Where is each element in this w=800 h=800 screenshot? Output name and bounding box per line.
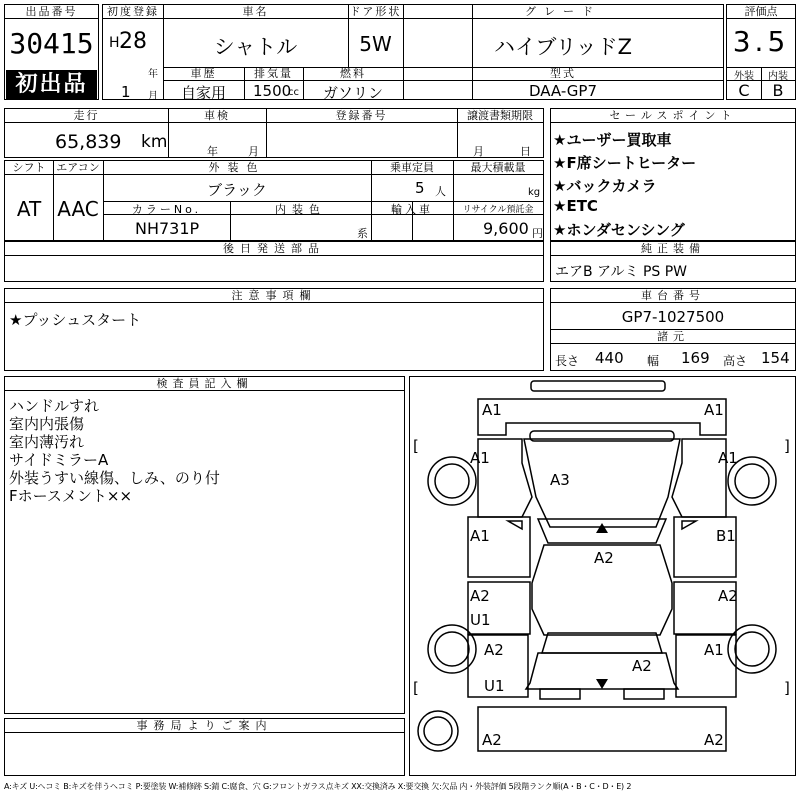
mark-trunk: A2 [632,657,652,675]
door-label: ドア形状 [349,5,402,18]
sales-point-item: ★ホンダセンシング [553,221,685,239]
capacity-label: 乗車定員 [371,161,453,175]
inspector-line: 室内薄汚れ [9,433,85,451]
car-name: シャトル [213,35,298,59]
mark-rear-door-right: A2 [718,587,738,605]
exterior-label: 外装 [734,71,754,82]
inspector-label: 検査員記入欄 [5,377,404,391]
first-listing-badge: 初出品 [6,70,97,99]
interior-label: 内装 [768,71,788,82]
vehicle-header-table [102,4,724,100]
specs-label: 諸元 [551,330,795,344]
mark-front-fender-right: A1 [718,449,738,467]
exterior-color-label: 外装色 [103,161,371,175]
chassis-value: GP7-1027500 [621,308,725,326]
later-parts-label: 後日発送部品 [5,242,543,256]
grade-label: グレード [403,5,723,19]
chassis-box [550,288,796,330]
displacement-value: 1500 [253,82,292,100]
recycle-unit: 円 [532,227,543,240]
inspection-year-unit: 年 [207,145,218,158]
color-no-value: NH731P [135,219,200,238]
notes-box [4,288,544,371]
displacement-unit: cc [288,87,299,98]
left-mirror [508,521,522,529]
import-label: 輸入車 [391,203,433,216]
sales-points-label: セールスポイント [551,109,795,123]
mark-rear-door-left: A2 [470,587,490,605]
sales-point-item: ★F席シートヒーター [553,154,697,172]
model-value: DAA-GP7 [528,82,598,100]
reg-number-label: 登録番号 [266,109,457,123]
width-value: 169 [681,349,710,367]
score-label: 評価点 [727,5,795,19]
mark-rear-right: A2 [704,731,724,749]
notes-label: 注意事項欄 [5,289,543,303]
mark-front-left: A1 [482,401,502,419]
right-mirror [682,521,696,529]
interior-grade: B [772,81,784,100]
sales-point-item: ★バックカメラ [553,177,657,195]
equipment-label: 純正装備 [551,242,795,256]
wheel-rear-left-inner [435,632,469,666]
transfer-deadline-label: 譲渡書類期限 [457,109,543,123]
mileage-unit: km [141,132,168,152]
mark-rear-left: A2 [482,731,502,749]
recycle-label: リサイクル預託金 [462,205,534,215]
score-box [726,4,796,100]
front-bumper-outline [478,399,726,435]
capacity-value: 5 [415,179,425,197]
mark-rear-quarter-left: U1 [484,677,505,695]
length-value: 440 [595,349,624,367]
interior-color-label: 内装色 [275,203,326,216]
notes-value: ★プッシュスタート [9,311,142,329]
car-name-label: 車名 [163,5,348,19]
front-arrow [596,523,608,533]
specs-box [550,329,796,371]
lot-number-box [4,4,99,100]
inspector-box [4,376,405,714]
history-value: 自家用 [180,84,226,102]
equipment-box [550,241,796,282]
inspector-line: Fホースメント×× [9,487,133,505]
chassis-label: 車台番号 [551,289,795,303]
spare-wheel-inner [424,717,452,745]
grade-value: ハイブリッドZ [493,35,633,59]
inspector-line: ハンドルすれ [9,397,100,415]
door-value: 5W [359,32,392,56]
shift-label: シフト [5,161,53,175]
bracket-open-rear: [ [413,679,419,697]
office-box [4,718,405,776]
lot-number-label: 出品番号 [5,5,98,19]
front-strip [531,381,665,391]
exterior-color-value: ブラック [207,181,267,199]
displacement-label: 排気量 [244,67,303,81]
era: H [109,35,120,51]
mark-roof: A2 [594,549,614,567]
reg-month: 1 [121,83,131,101]
aircon-value: AAC [57,197,99,221]
height-label: 高さ [723,354,748,368]
legend: A:キズ U:ヘコミ B:キズを伴うヘコミ P:要塗装 W:補修跡 S:錆 C:腐食、穴 G:フロントガラス点キズ XX:交換済み X:要交換 欠:欠品 内・外装評価 5段階ランク順(A・B・C・D・E) 2 [4,782,632,791]
aircon-label: エアコン [53,161,103,175]
height-value: 154 [761,349,790,367]
transfer-month-unit: 月 [473,145,484,158]
color-no-label: カラーNo. [131,203,202,216]
score-value: 3.5 [732,25,790,58]
wheel-front-right-inner [735,464,769,498]
mark-front-door-right: B1 [716,527,736,545]
inspector-line: サイドミラーA [9,451,109,469]
wheel-front-left-inner [435,464,469,498]
mark-hood: A3 [550,471,570,489]
rear-arrow [596,679,608,689]
bracket-close-rear: ] [784,679,790,697]
spec-table [4,160,544,241]
mark-front-door-left: A1 [470,527,490,545]
month-unit: 月 [148,91,158,102]
history-label: 車歴 [163,67,244,81]
recycle-value: 9,600 [483,219,529,238]
wheel-rear-right-inner [735,632,769,666]
model-label: 型式 [403,67,723,81]
equipment-value: エアB アルミ PS PW [555,264,688,280]
transfer-day-unit: 日 [520,145,531,158]
rear-plate-left [540,689,580,699]
mark-front-right: A1 [704,401,724,419]
rear-plate-right [624,689,664,699]
width-label: 幅 [647,354,660,368]
rear-window [542,633,662,653]
load-label: 最大積載量 [453,161,543,175]
capacity-unit: 人 [435,185,446,198]
mileage-table [4,108,544,158]
mark-rear-fender-right: A1 [704,641,724,659]
office-label: 事務局よりご案内 [5,719,404,733]
hood-outline [524,439,680,527]
mark-rear-fender-left: A2 [484,641,504,659]
mark-front-fender-left: A1 [470,449,490,467]
first-reg-label: 初度登録 [103,5,163,19]
mileage-label: 走行 [5,109,168,123]
right-front-door-outline [674,517,736,577]
bracket-close: ] [784,437,790,455]
mileage-value: 65,839 [55,131,122,153]
load-unit: kg [528,187,541,198]
later-parts-box [4,241,544,282]
interior-color-unit: 系 [357,227,368,240]
inspector-line: 外装うすい線傷、しみ、のり付 [9,469,220,487]
bracket-open: [ [413,437,419,455]
damage-diagram [409,376,796,776]
fuel-label: 燃料 [303,67,403,81]
reg-year: 28 [119,29,147,54]
sales-points-box [550,108,796,241]
shift-value: AT [16,197,42,221]
inspection-label: 車検 [168,109,266,123]
fuel-value: ガソリン [322,84,383,102]
sales-point-item: ★ユーザー買取車 [553,131,672,149]
year-unit: 年 [148,69,158,80]
mark-rear-door-left-2: U1 [470,611,491,629]
inspection-month-unit: 月 [248,145,259,158]
rear-bumper-outline [478,707,726,751]
lot-number: 30415 [9,27,94,60]
length-label: 長さ [555,354,580,368]
left-front-door-outline [468,517,530,577]
inspector-line: 室内内張傷 [9,415,85,433]
exterior-grade: C [738,81,750,100]
sales-point-item: ★ETC [553,197,598,215]
